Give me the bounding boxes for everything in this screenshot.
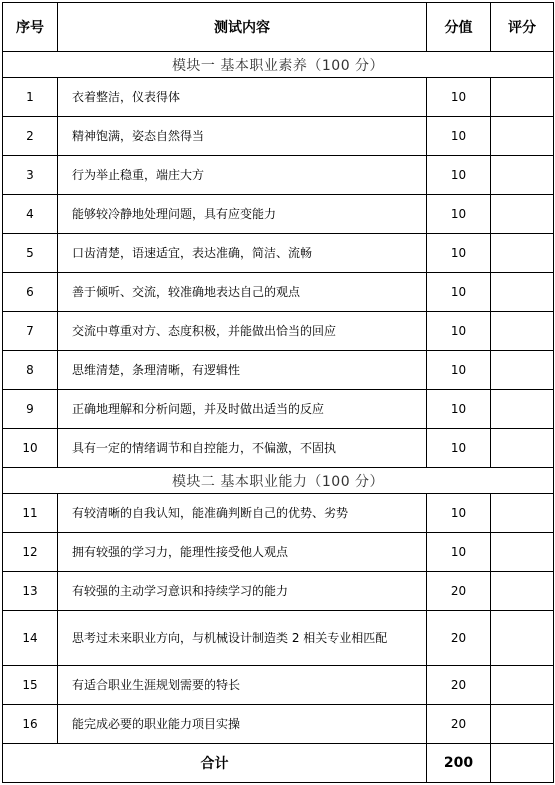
table-row bbox=[3, 390, 554, 429]
module-title: 模块二 基本职业能力（100 分） bbox=[3, 468, 554, 494]
row-grade-cell[interactable] bbox=[491, 429, 554, 468]
row-number: 11 bbox=[3, 494, 58, 533]
module-row bbox=[3, 468, 554, 494]
row-score: 10 bbox=[427, 494, 491, 533]
table-row bbox=[3, 351, 554, 390]
row-content: 能完成必要的职业能力项目实操 bbox=[58, 705, 427, 744]
table-row bbox=[3, 572, 554, 611]
row-number: 15 bbox=[3, 666, 58, 705]
row-number: 6 bbox=[3, 273, 58, 312]
row-content: 善于倾听、交流，较准确地表达自己的观点 bbox=[58, 273, 427, 312]
row-score: 10 bbox=[427, 533, 491, 572]
row-content: 口齿清楚，语速适宜，表达准确，简洁、流畅 bbox=[58, 234, 427, 273]
row-grade-cell[interactable] bbox=[491, 234, 554, 273]
row-number: 4 bbox=[3, 195, 58, 234]
table-row bbox=[3, 78, 554, 117]
table-body bbox=[3, 3, 554, 783]
module-row bbox=[3, 52, 554, 78]
row-content: 有适合职业生涯规划需要的特长 bbox=[58, 666, 427, 705]
table-row bbox=[3, 273, 554, 312]
row-number: 13 bbox=[3, 572, 58, 611]
header-grade: 评分 bbox=[491, 3, 554, 52]
table-row bbox=[3, 611, 554, 666]
table-row bbox=[3, 494, 554, 533]
row-grade-cell[interactable] bbox=[491, 666, 554, 705]
row-grade-cell[interactable] bbox=[491, 705, 554, 744]
table-row bbox=[3, 429, 554, 468]
row-score: 10 bbox=[427, 117, 491, 156]
row-grade-cell[interactable] bbox=[491, 572, 554, 611]
total-grade-cell[interactable] bbox=[491, 744, 554, 783]
row-grade-cell[interactable] bbox=[491, 611, 554, 666]
row-grade-cell[interactable] bbox=[491, 312, 554, 351]
row-score: 10 bbox=[427, 312, 491, 351]
row-grade-cell[interactable] bbox=[491, 494, 554, 533]
row-score: 20 bbox=[427, 611, 491, 666]
row-grade-cell[interactable] bbox=[491, 273, 554, 312]
row-number: 3 bbox=[3, 156, 58, 195]
row-grade-cell[interactable] bbox=[491, 195, 554, 234]
row-content: 行为举止稳重，端庄大方 bbox=[58, 156, 427, 195]
header-score: 分值 bbox=[427, 3, 491, 52]
row-grade-cell[interactable] bbox=[491, 78, 554, 117]
table-row bbox=[3, 705, 554, 744]
row-content: 能够较冷静地处理问题，具有应变能力 bbox=[58, 195, 427, 234]
table-row bbox=[3, 156, 554, 195]
row-score: 10 bbox=[427, 234, 491, 273]
row-score: 20 bbox=[427, 572, 491, 611]
row-score: 20 bbox=[427, 666, 491, 705]
row-grade-cell[interactable] bbox=[491, 390, 554, 429]
row-number: 8 bbox=[3, 351, 58, 390]
row-content: 精神饱满，姿态自然得当 bbox=[58, 117, 427, 156]
row-score: 10 bbox=[427, 429, 491, 468]
row-content: 有较强的主动学习意识和持续学习的能力 bbox=[58, 572, 427, 611]
row-grade-cell[interactable] bbox=[491, 533, 554, 572]
header-row bbox=[3, 3, 554, 52]
evaluation-table bbox=[2, 2, 554, 783]
row-score: 10 bbox=[427, 273, 491, 312]
total-score: 200 bbox=[427, 744, 491, 783]
table-row bbox=[3, 195, 554, 234]
table-row bbox=[3, 234, 554, 273]
table-row bbox=[3, 533, 554, 572]
row-content: 衣着整洁，仪表得体 bbox=[58, 78, 427, 117]
row-number: 2 bbox=[3, 117, 58, 156]
row-content: 思维清楚，条理清晰，有逻辑性 bbox=[58, 351, 427, 390]
row-content: 有较清晰的自我认知，能准确判断自己的优势、劣势 bbox=[58, 494, 427, 533]
row-score: 10 bbox=[427, 195, 491, 234]
row-content: 思考过未来职业方向，与机械设计制造类 2 相关专业相匹配 bbox=[58, 611, 427, 666]
row-number: 10 bbox=[3, 429, 58, 468]
total-row bbox=[3, 744, 554, 783]
row-score: 10 bbox=[427, 78, 491, 117]
row-content: 正确地理解和分析问题，并及时做出适当的反应 bbox=[58, 390, 427, 429]
row-number: 16 bbox=[3, 705, 58, 744]
row-number: 14 bbox=[3, 611, 58, 666]
table-row bbox=[3, 666, 554, 705]
row-score: 10 bbox=[427, 156, 491, 195]
header-num: 序号 bbox=[3, 3, 58, 52]
row-score: 20 bbox=[427, 705, 491, 744]
row-score: 10 bbox=[427, 351, 491, 390]
module-title: 模块一 基本职业素养（100 分） bbox=[3, 52, 554, 78]
row-number: 7 bbox=[3, 312, 58, 351]
header-content: 测试内容 bbox=[58, 3, 427, 52]
table-row bbox=[3, 312, 554, 351]
row-grade-cell[interactable] bbox=[491, 351, 554, 390]
row-content: 交流中尊重对方、态度积极，并能做出恰当的回应 bbox=[58, 312, 427, 351]
row-number: 1 bbox=[3, 78, 58, 117]
score-sheet bbox=[2, 2, 553, 785]
row-number: 5 bbox=[3, 234, 58, 273]
row-grade-cell[interactable] bbox=[491, 156, 554, 195]
row-number: 9 bbox=[3, 390, 58, 429]
row-grade-cell[interactable] bbox=[491, 117, 554, 156]
row-content: 具有一定的情绪调节和自控能力，不偏激，不固执 bbox=[58, 429, 427, 468]
row-content: 拥有较强的学习力，能理性接受他人观点 bbox=[58, 533, 427, 572]
row-score: 10 bbox=[427, 390, 491, 429]
row-number: 12 bbox=[3, 533, 58, 572]
table-row bbox=[3, 117, 554, 156]
total-label: 合计 bbox=[3, 744, 427, 783]
